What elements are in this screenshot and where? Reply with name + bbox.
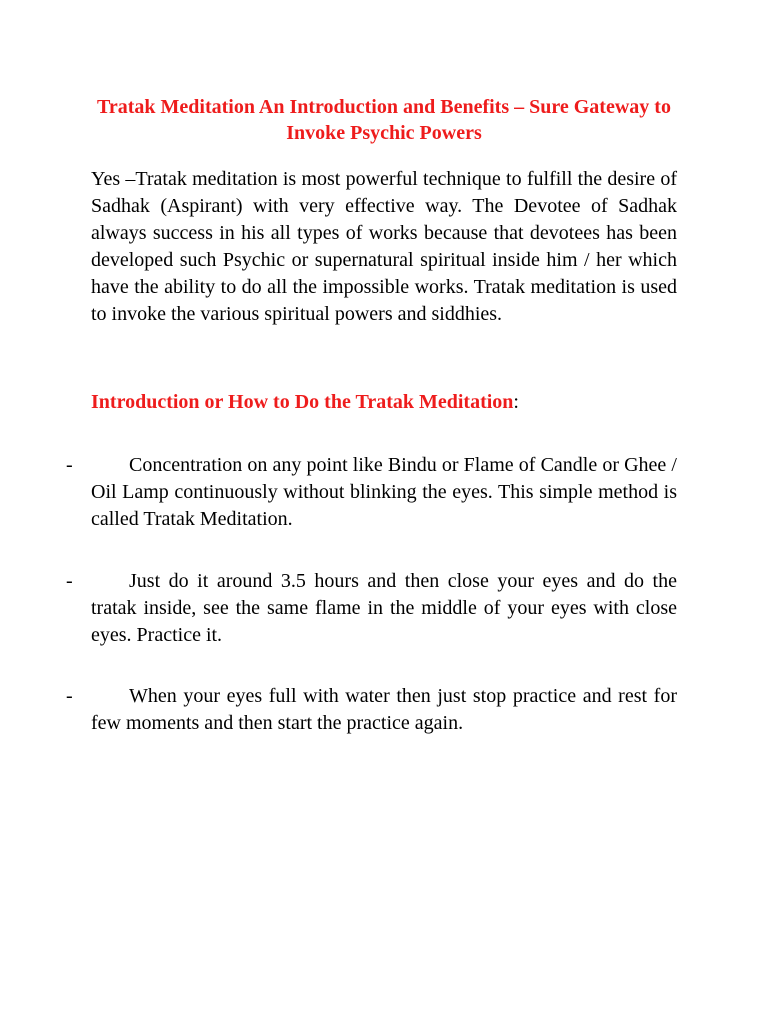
list-bullet: - [66, 454, 73, 476]
intro-paragraph: Yes –Tratak meditation is most powerful technique to fulfill the desire of Sadhak (Aspirant) with very effective way. The Devotee of Sadhak always success in his all types of works because that devotees has been developed such Psychic or supernatural spiritual inside him / her which have the ability to do all the impossible works. Tratak meditation is used to invoke the various spiritual powers and siddhies. [91, 168, 677, 325]
list-item: When your eyes full with water then just stop practice and rest for few moments and then start the practice again. [91, 685, 677, 734]
list-item: Concentration on any point like Bindu or Flame of Candle or Ghee / Oil Lamp continuously without blinking the eyes. This simple method is called Tratak Meditation. [91, 454, 677, 530]
section-heading [91, 389, 677, 416]
section-heading-colon: : [513, 391, 519, 413]
document-title: Tratak Meditation An Introduction and Benefits – Sure Gateway to Invoke Psychic Powers [97, 96, 671, 144]
section-heading-text: Introduction or How to Do the Tratak Meditation [91, 391, 514, 413]
list-bullet: - [66, 685, 73, 707]
list-bullet: - [66, 570, 73, 592]
list-item: Just do it around 3.5 hours and then close your eyes and do the tratak inside, see the same flame in the middle of your eyes with close eyes. Practice it. [91, 570, 677, 646]
